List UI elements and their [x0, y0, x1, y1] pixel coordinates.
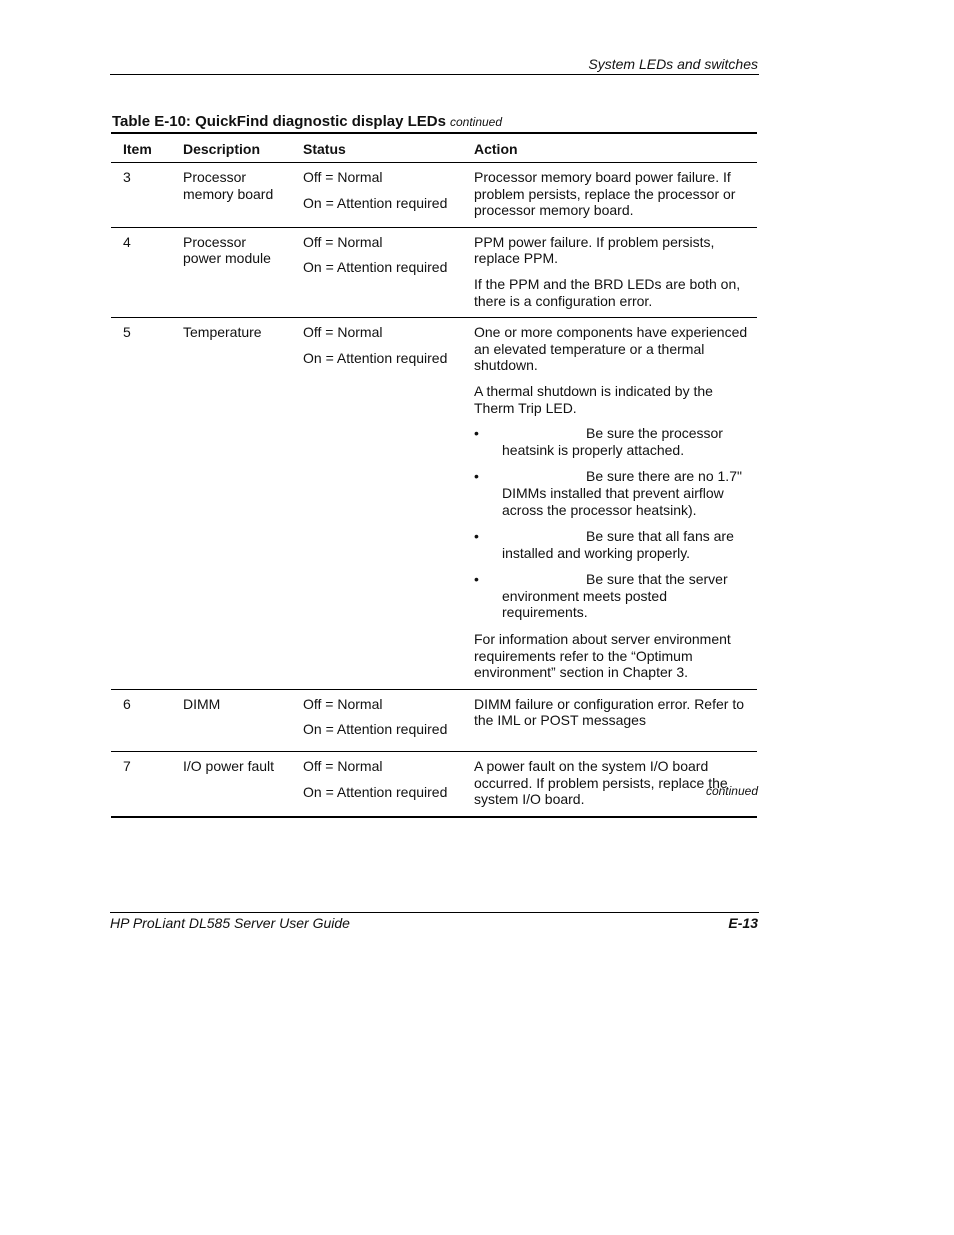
table-row: [111, 318, 757, 690]
table-title-continued: continued: [449, 115, 503, 129]
page-number: E-13: [728, 915, 758, 931]
cell-status: [291, 163, 462, 228]
bullet-icon: •: [474, 571, 479, 588]
led-table: [111, 132, 757, 818]
cell-action: [462, 318, 757, 690]
cell-description: Processor memory board: [171, 163, 291, 228]
bullet-icon: •: [474, 528, 479, 545]
cell-description: I/O power fault: [183, 758, 275, 775]
table-continued-label: continued: [705, 784, 758, 798]
action-paragraph: A thermal shutdown is indicated by the Therm Trip LED.: [474, 382, 713, 416]
table-row: [111, 227, 757, 317]
status-off: Off = Normal: [303, 233, 383, 250]
table-title: Table E-10: QuickFind diagnostic display LEDs: [112, 113, 446, 130]
cell-item: 3: [111, 163, 171, 228]
status-on: On = Attention required: [303, 783, 448, 800]
cell-action: [462, 163, 757, 228]
column-header-item: Item: [111, 133, 171, 163]
bullet-icon: •: [474, 468, 479, 485]
table-caption: [112, 112, 502, 132]
action-bullet: [474, 571, 749, 621]
action-paragraph: If the PPM and the BRD LEDs are both on, there is a configuration error.: [474, 275, 741, 309]
cell-status: [291, 318, 462, 690]
cell-item: 6: [111, 689, 171, 751]
bullet-text: Be sure the processor heatsink is properly attached.: [502, 425, 723, 458]
action-bullet: [474, 528, 749, 561]
cell-description: Processor power module: [171, 227, 291, 317]
cell-description: DIMM: [171, 689, 291, 751]
status-off: Off = Normal: [303, 695, 383, 712]
action-paragraph: PPM power failure. If problem persists, replace PPM.: [474, 233, 715, 267]
status-off: Off = Normal: [303, 324, 383, 341]
cell-description: Temperature: [171, 318, 291, 690]
header-rule: [110, 74, 759, 75]
bullet-text: Be sure there are no 1.7" DIMMs installed that prevent airflow across the processor heatsink).: [502, 468, 742, 518]
column-header-status: Status: [291, 133, 462, 163]
table-row: [111, 163, 757, 228]
column-header-description: Description: [171, 133, 291, 163]
status-on: On = Attention required: [303, 194, 448, 211]
page-footer: [110, 913, 758, 933]
status-off: Off = Normal: [303, 758, 383, 775]
action-paragraph: One or more components have experienced an elevated temperature or a thermal shutdown.: [474, 324, 748, 374]
cell-item: 5: [111, 318, 171, 690]
bullet-text: Be sure that all fans are installed and working properly.: [502, 528, 734, 561]
action-paragraph: DIMM failure or configuration error. Refer to the IML or POST messages: [474, 695, 744, 729]
bullet-icon: •: [474, 425, 479, 442]
table-header-row: [111, 133, 757, 163]
guide-title: HP ProLiant DL585 Server User Guide: [110, 915, 350, 931]
cell-status: [291, 689, 462, 751]
status-off: Off = Normal: [303, 169, 383, 185]
cell-action: [462, 227, 757, 317]
cell-action: [462, 689, 757, 751]
cell-item: 4: [111, 227, 171, 317]
status-on: On = Attention required: [303, 721, 448, 738]
cell-status: [291, 227, 462, 317]
status-on: On = Attention required: [303, 349, 448, 366]
action-paragraph: A power fault on the system I/O board occurred. If problem persists, replace the system I/O board.: [474, 758, 728, 808]
action-paragraph: Processor memory board power failure. If problem persists, replace the processor or processor memory board.: [474, 169, 736, 219]
action-paragraph: For information about server environment requirements refer to the “Optimum environment” section in Chapter 3.: [474, 631, 731, 681]
action-bullet: [474, 425, 749, 458]
status-on: On = Attention required: [303, 259, 448, 276]
action-bullet: [474, 468, 749, 518]
running-header: System LEDs and switches: [588, 56, 758, 72]
column-header-action: Action: [462, 133, 757, 163]
bullet-text: Be sure that the server environment meets posted requirements.: [502, 571, 728, 621]
cell-item: 7: [123, 758, 131, 775]
table-row: [111, 689, 757, 751]
